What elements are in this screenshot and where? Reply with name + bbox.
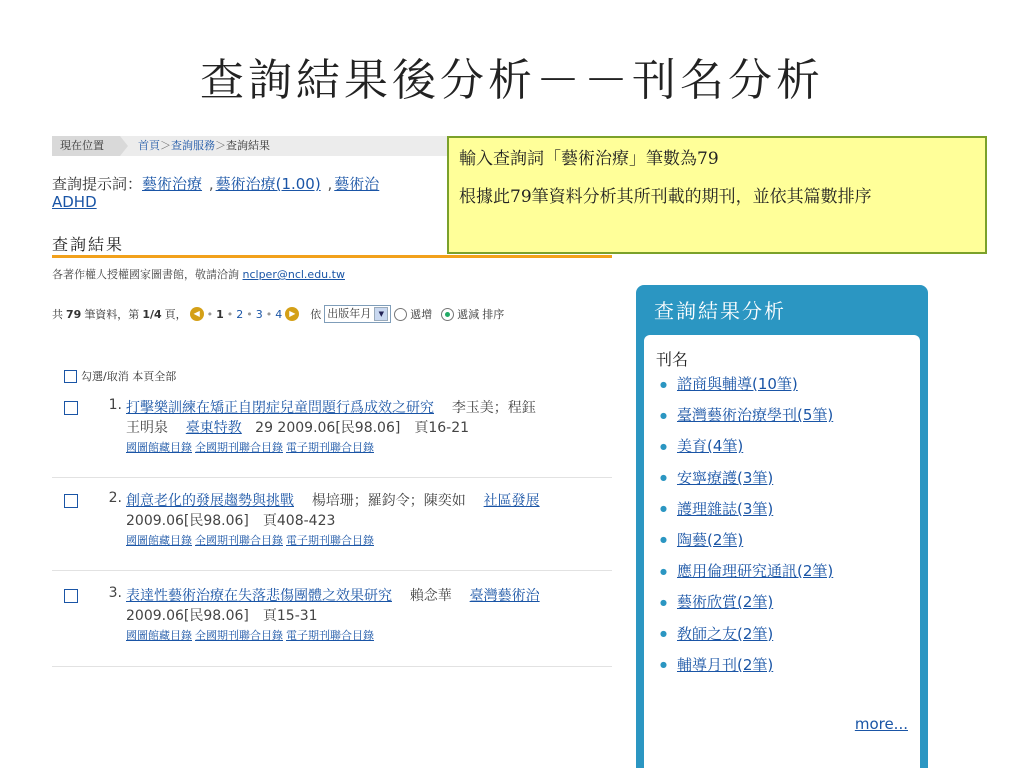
sort-suffix-label: 排序: [482, 308, 505, 321]
catalog-link-union[interactable]: 全國期刊聯合目錄: [195, 441, 283, 454]
catalog-link-union[interactable]: 全國期刊聯合目錄: [195, 534, 283, 547]
result-authors: 李玉美；程鈺: [451, 400, 536, 416]
result-pub-info: 2009.06[民98.06] 頁15-31: [126, 608, 318, 624]
analysis-panel-body: [644, 335, 920, 768]
result-title-link[interactable]: 創意老化的發展趨勢與挑戰: [126, 493, 294, 509]
result-item: [64, 585, 614, 649]
facet-item-label: 諮商與輔導(10筆): [676, 375, 798, 393]
search-hint-separator: ,: [327, 175, 333, 193]
result-item: [64, 397, 614, 461]
result-catalog-links: [126, 532, 377, 548]
result-journal-link[interactable]: 社區發展: [483, 493, 540, 509]
callout-annotation: [447, 136, 987, 254]
facet-item[interactable]: [660, 435, 833, 466]
page-dot: •: [265, 307, 273, 321]
result-authors-cont: 王明泉: [126, 420, 168, 436]
result-divider: [52, 570, 612, 571]
results-header-underline: [52, 255, 612, 258]
page-link[interactable]: 4: [275, 307, 283, 321]
result-divider: [52, 477, 612, 478]
facet-item[interactable]: [660, 591, 833, 622]
facet-label: 刊名: [656, 350, 689, 369]
result-authors: 賴念華: [409, 588, 452, 604]
sort-asc-label: 遞增: [410, 308, 433, 321]
callout-line-2: 根據此79筆資料分析其所刊載的期刊，並依其篇數排序: [459, 187, 872, 207]
page-link[interactable]: 3: [255, 307, 263, 321]
result-checkbox[interactable]: [64, 494, 78, 508]
page-dot: •: [206, 307, 214, 321]
facet-list: [660, 373, 833, 685]
select-all-row: [64, 368, 176, 384]
page-link-current[interactable]: 1: [216, 307, 224, 321]
pager: [52, 305, 504, 323]
search-hint-row: [52, 173, 452, 194]
catalog-link-ejournal[interactable]: 電子期刊聯合目錄: [286, 629, 374, 642]
breadcrumb: [52, 136, 452, 156]
results-header: 查詢結果: [52, 235, 125, 254]
facet-item[interactable]: [660, 404, 833, 435]
catalog-link-ejournal[interactable]: 電子期刊聯合目錄: [286, 534, 374, 547]
facet-item-label: 藝術欣賞(2筆): [676, 593, 774, 612]
facet-item[interactable]: [660, 654, 833, 685]
result-journal-link[interactable]: 臺灣藝術治: [469, 588, 540, 604]
page-dot: •: [226, 307, 234, 321]
facet-item-label: 陶藝(2筆): [676, 530, 744, 549]
sort-desc-label: 遞減: [457, 308, 480, 321]
breadcrumb-separator: ＞: [160, 139, 171, 152]
result-number: 2.: [108, 490, 122, 506]
select-all-label: 勾選/取消 本頁全部: [81, 370, 177, 383]
more-link[interactable]: more...: [854, 715, 908, 733]
facet-item-label: 敎師之友(2筆): [676, 624, 774, 643]
license-note-text: 各著作權人授權國家圖書館，敬請洽詢: [52, 268, 243, 281]
sort-desc-radio[interactable]: [441, 308, 454, 321]
facet-item-label: 應用倫理研究通訊(2筆): [676, 562, 834, 581]
result-checkbox[interactable]: [64, 401, 78, 415]
page-dot: •: [246, 307, 253, 321]
facet-item[interactable]: [660, 623, 833, 654]
next-page-icon[interactable]: ▶: [285, 307, 299, 321]
catalog-link-ejournal[interactable]: 電子期刊聯合目錄: [286, 441, 374, 454]
facet-item[interactable]: [660, 529, 833, 560]
result-catalog-links: [126, 439, 377, 455]
pager-page-info: 1/4: [142, 307, 162, 321]
search-hint-term[interactable]: 藝術治: [334, 175, 380, 193]
breadcrumb-separator: ＞: [215, 139, 226, 152]
facet-item-label: 臺灣藝術治療學刊(5筆): [676, 406, 834, 425]
analysis-panel-title: 查詢結果分析: [654, 299, 786, 323]
slide-title: 查詢結果後分析－－刊名分析: [200, 55, 824, 106]
facet-item-label: 輔導月刊(2筆): [676, 655, 774, 674]
sort-asc-radio[interactable]: [394, 308, 407, 321]
result-title-link[interactable]: 表達性藝術治療在失落悲傷團體之效果研究: [126, 588, 392, 604]
result-catalog-links: [126, 627, 377, 643]
breadcrumb-service-link[interactable]: 查詢服務: [171, 139, 215, 152]
search-hint-label: 查詢提示詞：: [52, 175, 143, 193]
analysis-panel: [636, 285, 928, 768]
sort-field-select[interactable]: [324, 305, 391, 323]
result-divider: [52, 666, 612, 667]
catalog-link-union[interactable]: 全國期刊聯合目錄: [195, 629, 283, 642]
facet-item[interactable]: [660, 373, 833, 404]
breadcrumb-here-label: 現在位置: [52, 136, 120, 156]
result-pub-info: 29 2009.06[民98.06] 頁16-21: [255, 420, 470, 436]
search-hint-term[interactable]: 藝術治療: [142, 175, 203, 193]
license-email-link[interactable]: nclper@ncl.edu.tw: [242, 268, 345, 281]
facet-item[interactable]: [660, 467, 833, 498]
pager-summary-mid: 筆資料，第: [84, 308, 140, 321]
catalog-link-ncl[interactable]: 國圖館藏目錄: [126, 441, 192, 454]
catalog-link-ncl[interactable]: 國圖館藏目錄: [126, 534, 192, 547]
sort-by-label: 依: [310, 308, 322, 321]
search-hint-term-adhd[interactable]: ADHD: [52, 193, 97, 211]
pager-total: 79: [66, 307, 82, 321]
result-authors: 楊培珊；羅鈞令；陳奕如: [311, 493, 466, 509]
facet-item-label: 安寧療護(3筆): [676, 468, 774, 487]
breadcrumb-home-link[interactable]: 首頁: [138, 139, 160, 152]
facet-item-label: 護理雜誌(3筆): [676, 499, 774, 518]
facet-item-label: 美育(4筆): [676, 437, 744, 456]
catalog-link-ncl[interactable]: 國圖館藏目錄: [126, 629, 192, 642]
page-link[interactable]: 2: [236, 307, 244, 321]
result-journal-link[interactable]: 臺東特教: [185, 420, 242, 436]
facet-item[interactable]: [660, 498, 833, 529]
chevron-down-icon: ▼: [374, 307, 388, 321]
license-note: [52, 266, 345, 282]
facet-item[interactable]: [660, 560, 833, 591]
result-checkbox[interactable]: [64, 589, 78, 603]
select-all-checkbox[interactable]: [64, 370, 77, 383]
breadcrumb-path: [138, 136, 270, 156]
result-number: 3.: [108, 585, 122, 601]
result-item: [64, 490, 614, 554]
search-hint-separator: ,: [208, 175, 214, 193]
callout-line-1: 輸入查詢詞「藝術治療」筆數為79: [459, 149, 719, 169]
result-title-link[interactable]: 打擊樂訓練在矯正自閉症兒童問題行爲成效之研究: [126, 400, 434, 416]
result-number: 1.: [108, 397, 122, 413]
sort-field-value: 出版年月: [327, 307, 372, 320]
prev-page-icon[interactable]: ◀: [190, 307, 204, 321]
result-pub-info: 2009.06[民98.06] 頁408-423: [126, 513, 336, 529]
pager-summary-prefix: 共: [52, 308, 63, 321]
pager-summary-suffix: 頁，: [164, 308, 187, 321]
search-hint-term[interactable]: 藝術治療(1.00): [215, 175, 321, 193]
breadcrumb-current: 查詢結果: [226, 139, 270, 152]
